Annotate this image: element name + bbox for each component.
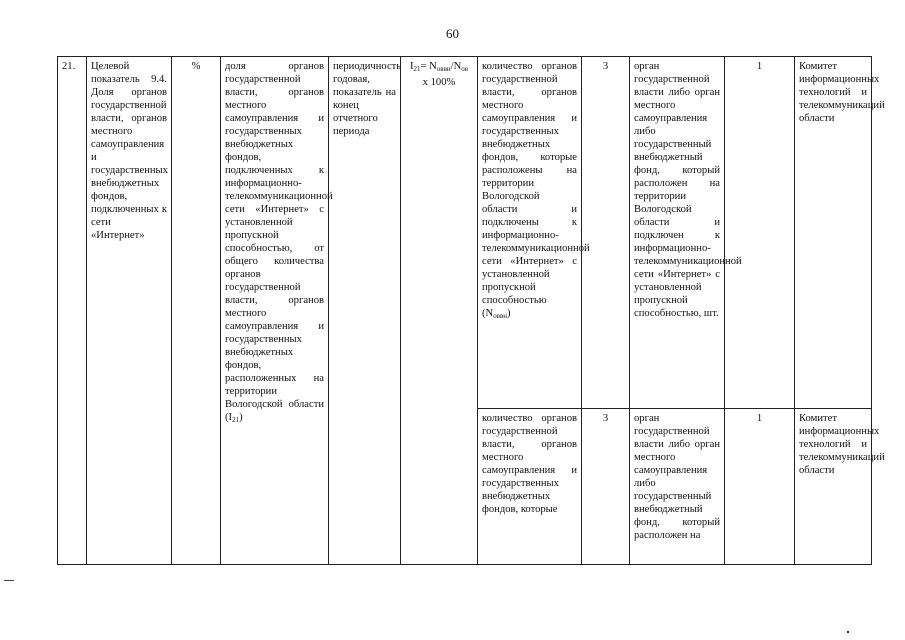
scan-dot — [847, 631, 849, 633]
indicator-table — [57, 56, 885, 565]
base-indicator-cell-2 — [478, 409, 582, 565]
unit: % — [191, 61, 201, 72]
margin-mark — [4, 580, 14, 581]
responsible-cell-2 — [795, 409, 885, 565]
method-code-cell-1 — [582, 57, 630, 409]
count-value: 1 — [756, 413, 763, 424]
responsible-text: Комитет информационных технологий и телекоммуникаций области — [799, 413, 885, 476]
definition-text: доля органов государственной власти, органов местного самоуправления и государственных внебюджетных фондов, подключенных к информационно-телекоммуникационной сети «Интернет» с установленной пропускной способностью, от общего количества органов государственной власти, органов местного самоуправления и государственных внебюджетных фондов, расположенных на территории Вологодской области $(I_{21})$ — [225, 61, 333, 424]
base-indicator-cell-1 — [478, 57, 590, 409]
base-indicator-text: количество органов государственной власти, органов местного самоуправления и государственных внебюджетных фондов, которые — [482, 413, 577, 515]
method-code: 3 — [602, 61, 609, 72]
observation-unit-text: орган государственной власти либо орган местного самоуправления либо государственный внебюджетный фонд, который расположен на территории Вологодской области и подключен к информационно-телекоммуникационной сети «Интернет» с установленной пропускной способностью, шт. — [634, 61, 742, 319]
responsible-cell-1 — [795, 57, 885, 409]
source-cell-2 — [630, 409, 725, 565]
method-code-cell-2 — [582, 409, 630, 565]
row-number-cell — [58, 57, 87, 565]
base-indicator-text: количество органов государственной власти, органов местного самоуправления и государственных внебюджетных фондов, которые расположены на территории Вологодской области и подключены к информационно-телекоммуникационной сети «Интернет» с установленной пропускной способностью $(N_{оввн})$ — [482, 61, 590, 320]
row-number: 21. — [62, 61, 76, 72]
formula-cell — [401, 57, 478, 565]
count-cell-1 — [725, 57, 795, 409]
count-cell-2 — [725, 409, 795, 565]
indicator-name-cell — [87, 57, 172, 565]
definition-cell — [221, 57, 333, 565]
formula-line-2: x 100% — [422, 77, 456, 88]
count-value: 1 — [756, 61, 763, 72]
method-code: 3 — [602, 413, 609, 424]
periodicity-text: периодичность годовая, показатель на конец отчетного периода — [333, 61, 402, 137]
indicator-name: Целевой показатель 9.4. Доля органов государственной власти, органов местного самоуправления и государственных внебюджетных фондов, подключенных к сети «Интернет» — [91, 61, 168, 241]
source-cell-1 — [630, 57, 742, 409]
responsible-text: Комитет информационных технологий и телекоммуникаций области — [799, 61, 885, 124]
formula-line-1: $I_{21}= N_{оввн}/N_{ов}$ — [409, 61, 469, 73]
periodicity-cell — [329, 57, 401, 565]
page-number: 60 — [446, 26, 459, 41]
observation-unit-text: орган государственной власти либо орган местного самоуправления либо государственный внебюджетный фонд, который расположен на — [634, 413, 720, 541]
unit-cell — [172, 57, 221, 565]
